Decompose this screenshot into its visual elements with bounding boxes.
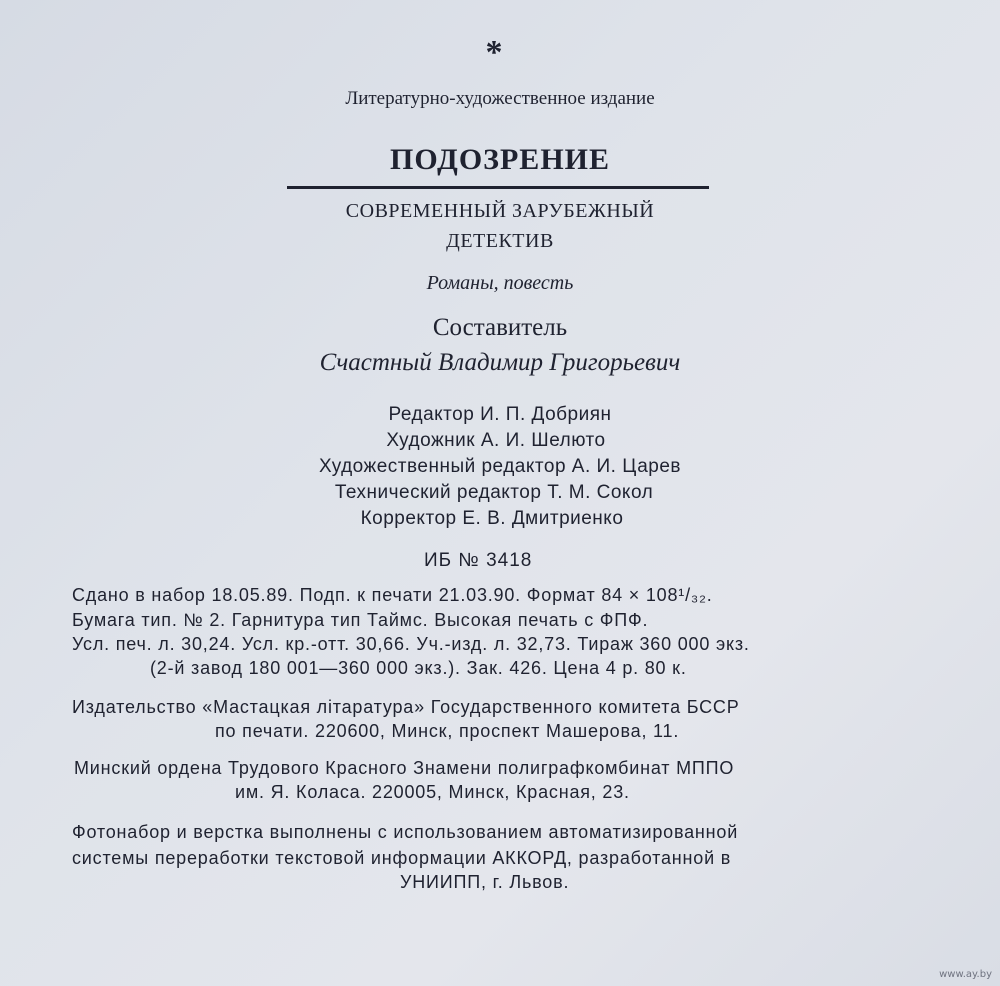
series-name-line-2: ДЕТЕКТИВ xyxy=(446,230,554,252)
printer-line-2: им. Я. Коласа. 220005, Минск, Красная, 23. xyxy=(235,782,630,802)
print-specs-line-2: Бумага тип. № 2. Гарнитура тип Таймс. Высокая печать с ФПФ. xyxy=(72,610,649,630)
publisher-line-1: Издательство «Мастацкая літаратура» Государственного комитета БССР xyxy=(72,697,740,717)
credit-technical-editor: Технический редактор Т. М. Сокол xyxy=(334,482,654,503)
typesetting-line-2: системы переработки текстовой информации АККОРД, разработанной в xyxy=(72,848,732,868)
printer-line-1: Минский ордена Трудового Красного Знамени полиграфкомбинат МППО xyxy=(74,758,735,778)
typesetting-line-1: Фотонабор и верстка выполнены с использованием автоматизированной xyxy=(72,822,739,842)
credit-editor: Редактор И. П. Добриян xyxy=(388,404,612,425)
book-title: ПОДОЗРЕНИЕ xyxy=(390,143,610,176)
series-name-line-1: СОВРЕМЕННЫЙ ЗАРУБЕЖНЫЙ xyxy=(345,200,655,222)
credit-proofreader: Корректор Е. В. Дмитриенко xyxy=(360,508,624,529)
publisher-line-2: по печати. 220600, Минск, проспект Машерова, 11. xyxy=(215,721,680,741)
asterisk-ornament: * xyxy=(485,34,503,71)
compiler-label: Составитель xyxy=(432,314,568,341)
title-divider xyxy=(287,186,709,189)
credit-art-editor: Художественный редактор А. И. Царев xyxy=(318,456,682,477)
typesetting-line-3: УНИИПП, г. Львов. xyxy=(400,872,570,892)
print-specs-line-3: Усл. печ. л. 30,24. Усл. кр.-отт. 30,66. Уч.-изд. л. 32,73. Тираж 360 000 экз. xyxy=(72,634,750,654)
edition-type: Литературно-художественное издание xyxy=(345,88,655,109)
ib-number: ИБ № 3418 xyxy=(424,550,533,571)
print-specs-line-4: (2-й завод 180 001—360 000 экз.). Зак. 426. Цена 4 р. 80 к. xyxy=(150,658,687,678)
watermark: www.ay.by xyxy=(939,969,992,980)
genre: Романы, повесть xyxy=(426,272,574,294)
print-specs-line-1: Сдано в набор 18.05.89. Подп. к печати 21.03.90. Формат 84 × 108¹/₃₂. xyxy=(72,585,713,605)
compiler-name: Счастный Владимир Григорьевич xyxy=(319,349,681,376)
credit-artist: Художник А. И. Шелюто xyxy=(386,430,606,451)
